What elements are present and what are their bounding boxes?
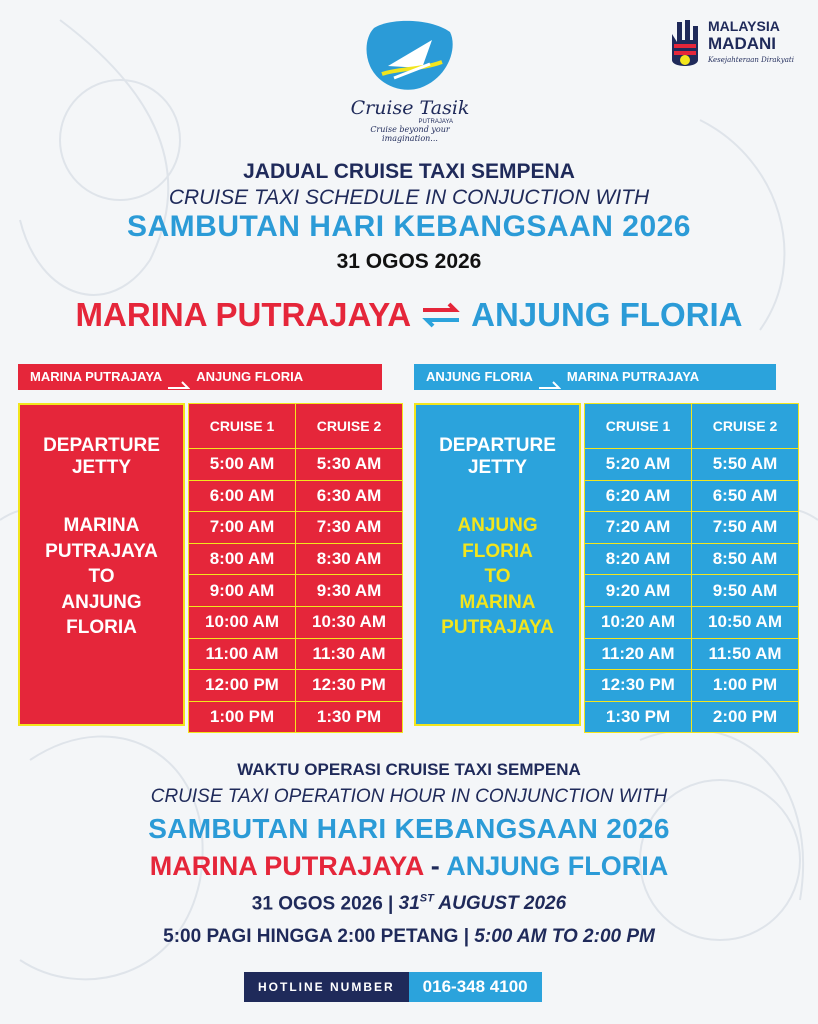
- time-cell: 5:00 AM: [189, 449, 296, 481]
- col-cruise-1: CRUISE 1: [585, 404, 692, 449]
- time-cell: 1:30 PM: [585, 701, 692, 733]
- right-direction-tag: [414, 364, 776, 390]
- header-line4: 31 OGOS 2026: [336, 250, 482, 273]
- time-cell: 7:30 AM: [296, 512, 403, 544]
- time-cell: 11:30 AM: [296, 638, 403, 670]
- time-cell: 7:50 AM: [692, 512, 799, 544]
- time-cell: 7:00 AM: [189, 512, 296, 544]
- footer-date: [0, 893, 818, 915]
- left-departure-title-1: DEPARTURE: [43, 435, 160, 456]
- hotline-number[interactable]: 016-348 4100: [409, 972, 542, 1002]
- footer-date-en-sup: ST: [419, 893, 434, 905]
- footer-hours-ms: 5:00 PAGI HINGGA 2:00 PETANG |: [163, 926, 475, 947]
- table-row: [189, 480, 403, 512]
- time-cell: 8:20 AM: [585, 543, 692, 575]
- time-cell: 10:50 AM: [692, 606, 799, 638]
- right-departure-title-2: JETTY: [467, 457, 528, 478]
- time-cell: 8:30 AM: [296, 543, 403, 575]
- table-row: [189, 638, 403, 670]
- time-cell: 10:20 AM: [585, 606, 692, 638]
- footer-line3: SAMBUTAN HARI KEBANGSAAN 2026: [148, 813, 670, 844]
- left-route-line: MARINA: [63, 515, 140, 536]
- left-route-line: TO: [88, 566, 115, 587]
- table-row: [585, 638, 799, 670]
- time-cell: 6:30 AM: [296, 480, 403, 512]
- table-row: [585, 670, 799, 702]
- time-cell: 1:30 PM: [296, 701, 403, 733]
- time-cell: 11:50 AM: [692, 638, 799, 670]
- time-cell: 8:50 AM: [692, 543, 799, 575]
- logo-tagline: Cruise beyond your imagination...: [370, 125, 450, 143]
- time-cell: 5:50 AM: [692, 449, 799, 481]
- right-route-line: MARINA: [459, 591, 536, 613]
- right-schedule-table: [584, 403, 799, 733]
- col-cruise-2: CRUISE 2: [692, 404, 799, 449]
- table-row: [189, 449, 403, 481]
- route-heading: [0, 296, 818, 336]
- time-cell: 9:30 AM: [296, 575, 403, 607]
- time-cell: 1:00 PM: [692, 670, 799, 702]
- cruise-tasik-logo: [345, 18, 475, 150]
- table-row: [585, 575, 799, 607]
- table-header-row: [189, 404, 403, 449]
- time-cell: 12:00 PM: [189, 670, 296, 702]
- table-row: [189, 512, 403, 544]
- time-cell: 9:00 AM: [189, 575, 296, 607]
- right-tag-to: MARINA PUTRAJAYA: [566, 369, 700, 384]
- left-schedule-table: [188, 403, 403, 733]
- route-to: ANJUNG FLORIA: [471, 296, 743, 333]
- right-route-line: ANJUNG: [457, 515, 538, 536]
- time-cell: 11:20 AM: [585, 638, 692, 670]
- footer-date-ms: 31 OGOS 2026 |: [251, 893, 399, 915]
- right-route-line: FLORIA: [462, 540, 533, 562]
- time-cell: 6:50 AM: [692, 480, 799, 512]
- arrow-right-icon: [539, 373, 561, 383]
- header-line2: CRUISE TAXI SCHEDULE IN CONJUCTION WITH: [168, 186, 650, 209]
- time-cell: 9:20 AM: [585, 575, 692, 607]
- header-line3: SAMBUTAN HARI KEBANGSAAN 2026: [126, 210, 691, 243]
- time-cell: 2:00 PM: [692, 701, 799, 733]
- right-departure-title-1: DEPARTURE: [439, 435, 556, 456]
- footer-date-en-day: 31: [398, 893, 420, 915]
- left-tag-from: MARINA PUTRAJAYA: [30, 369, 163, 384]
- table-row: [189, 606, 403, 638]
- left-departure-box: [18, 403, 185, 726]
- time-cell: 1:00 PM: [189, 701, 296, 733]
- left-direction-tag: [18, 364, 382, 390]
- footer-route: [0, 851, 818, 882]
- table-header-row: [585, 404, 799, 449]
- swap-arrows-icon: [421, 298, 461, 336]
- hotline-bar: [244, 972, 542, 1002]
- footer-route-to: ANJUNG FLORIA: [446, 851, 669, 881]
- hotline-label: HOTLINE NUMBER: [244, 972, 409, 1002]
- madani-hand-icon: [668, 16, 702, 70]
- time-cell: 10:00 AM: [189, 606, 296, 638]
- table-row: [189, 701, 403, 733]
- table-row: [189, 575, 403, 607]
- footer-date-en-rest: AUGUST 2026: [433, 893, 567, 915]
- left-route-line: PUTRAJAYA: [45, 540, 158, 562]
- footer-line1: WAKTU OPERASI CRUISE TAXI SEMPENA: [237, 760, 581, 779]
- cruise-tasik-logo-icon: [360, 18, 460, 98]
- table-row: [189, 543, 403, 575]
- time-cell: 6:00 AM: [189, 480, 296, 512]
- table-row: [585, 543, 799, 575]
- footer-route-sep: -: [423, 851, 447, 881]
- time-cell: 10:30 AM: [296, 606, 403, 638]
- brand-tagline: Kesejahteraan Dirakyati: [708, 56, 794, 64]
- table-row: [585, 606, 799, 638]
- time-cell: 7:20 AM: [585, 512, 692, 544]
- table-row: [585, 701, 799, 733]
- right-route-line: TO: [484, 566, 511, 587]
- left-route-line: ANJUNG: [61, 591, 142, 613]
- footer-route-from: MARINA PUTRAJAYA: [149, 851, 424, 881]
- brand-line2: MADANI: [708, 34, 776, 53]
- logo-sub: PUTRAJAYA: [418, 119, 453, 125]
- right-departure-box: [414, 403, 581, 726]
- logo-text: Cruise Tasik: [350, 97, 470, 119]
- right-tag-from: ANJUNG FLORIA: [426, 369, 533, 384]
- table-row: [189, 670, 403, 702]
- left-route-line: FLORIA: [66, 617, 137, 638]
- arrow-right-icon: [168, 373, 190, 383]
- time-cell: 8:00 AM: [189, 543, 296, 575]
- time-cell: 11:00 AM: [189, 638, 296, 670]
- right-route-line: PUTRAJAYA: [441, 617, 554, 638]
- footer-hours-en: 5:00 AM TO 2:00 PM: [474, 926, 655, 947]
- header-line1: JADUAL CRUISE TAXI SEMPENA: [243, 160, 575, 183]
- time-cell: 5:20 AM: [585, 449, 692, 481]
- time-cell: 9:50 AM: [692, 575, 799, 607]
- malaysia-madani-logo: [668, 16, 798, 72]
- left-departure-title-2: JETTY: [71, 457, 132, 478]
- col-cruise-1: CRUISE 1: [189, 404, 296, 449]
- table-row: [585, 449, 799, 481]
- footer-hours: [0, 926, 818, 948]
- footer-line2: CRUISE TAXI OPERATION HOUR IN CONJUNCTION WITH: [150, 786, 668, 807]
- time-cell: 5:30 AM: [296, 449, 403, 481]
- table-row: [585, 480, 799, 512]
- time-cell: 12:30 PM: [585, 670, 692, 702]
- time-cell: 6:20 AM: [585, 480, 692, 512]
- brand-line1: MALAYSIA: [708, 18, 780, 34]
- route-from: MARINA PUTRAJAYA: [75, 296, 412, 333]
- table-row: [585, 512, 799, 544]
- time-cell: 12:30 PM: [296, 670, 403, 702]
- col-cruise-2: CRUISE 2: [296, 404, 403, 449]
- left-tag-to: ANJUNG FLORIA: [196, 369, 304, 384]
